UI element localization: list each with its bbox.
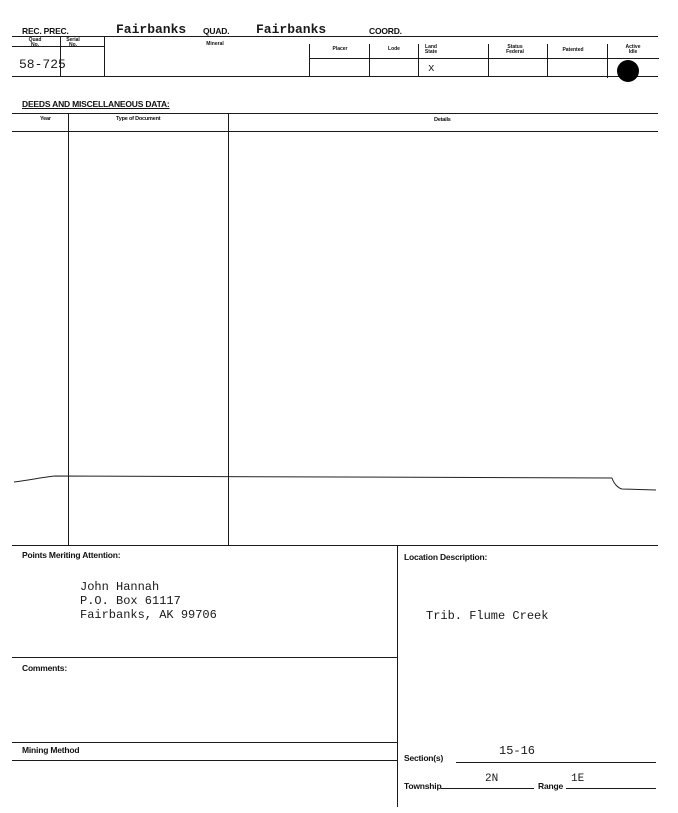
col-status-federal: Status Federal [506, 44, 524, 55]
section-label: Section(s) [404, 753, 444, 763]
col-type-of-document: Type of Document [116, 116, 161, 122]
quad-no-value: 58-725 [19, 57, 66, 72]
col-mineral: Mineral [206, 41, 224, 47]
township-value: 2N [485, 773, 499, 785]
col-year: Year [40, 116, 51, 122]
township-label: Township [404, 781, 442, 791]
range-label: Range [538, 781, 563, 791]
col-details: Details [434, 117, 451, 123]
rec-prec-value: Fairbanks [116, 22, 187, 37]
col-active-idle: Active Idle [625, 44, 641, 55]
col-placer: Placer [332, 46, 348, 52]
section-value: 15-16 [499, 744, 536, 758]
col-land-state: Land State [424, 44, 438, 55]
scan-fold-line [0, 468, 678, 498]
deeds-title: DEEDS AND MISCELLANEOUS DATA: [22, 99, 170, 109]
coord-label: COORD. [369, 26, 402, 36]
active-marker-dot [617, 60, 639, 82]
col-serial-no: Serial No. [66, 37, 80, 48]
location-value: Trib. Flume Creek [426, 609, 549, 623]
rec-prec-label: REC. PREC. [22, 26, 69, 36]
range-value: 1E [571, 773, 585, 785]
points-line-2: P.O. Box 61117 [80, 594, 181, 608]
mining-method-label: Mining Method [22, 745, 80, 755]
comments-label: Comments: [22, 663, 67, 673]
location-label: Location Description: [404, 552, 488, 562]
col-lode: Lode [388, 46, 400, 52]
col-patented: Patented [562, 47, 584, 53]
quad-label: QUAD. [203, 26, 230, 36]
points-label: Points Meriting Attention: [22, 550, 121, 560]
col-quad-no: Quad No. [28, 37, 42, 48]
land-state-mark: x [428, 63, 435, 75]
points-line-1: John Hannah [80, 580, 160, 594]
points-line-3: Fairbanks, AK 99706 [80, 608, 217, 622]
quad-value: Fairbanks [256, 22, 327, 37]
